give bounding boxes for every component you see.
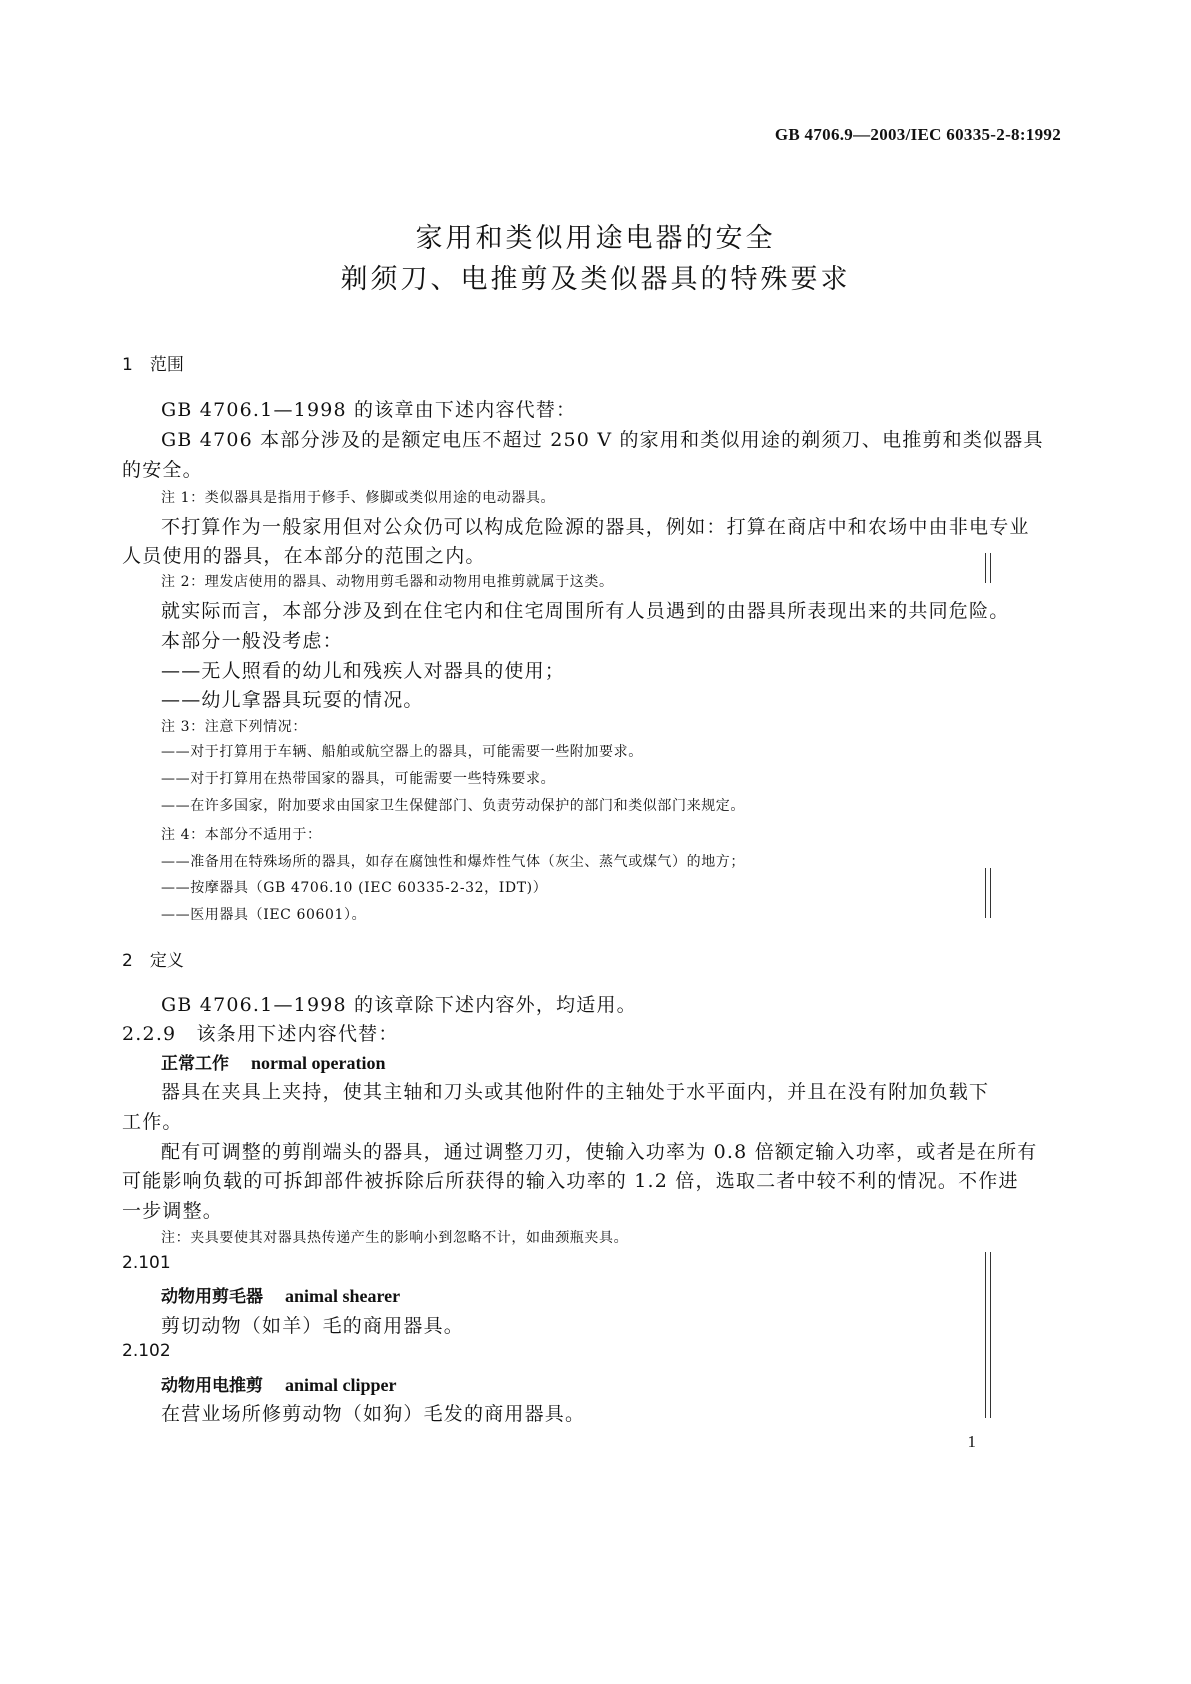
s1-paragraph-5: 本部分一般没考虑：	[161, 630, 343, 652]
s2-paragraph-3-cont: 一步调整。	[122, 1200, 224, 1222]
term-normal-operation	[161, 1049, 386, 1074]
section-1-heading: 1 范围	[122, 355, 184, 375]
s2-paragraph-3: 配有可调整的剪削端头的器具，通过调整刀刃，使输入功率为 0.8 倍额定输入功率，或者是在所有	[161, 1141, 1038, 1163]
title-line-1: 家用和类似用途电器的安全	[415, 223, 776, 254]
s1-note-1: 注 1：类似器具是指用于修手、修脚或类似用途的电动器具。	[161, 490, 556, 506]
s2-paragraph-2-cont: 工作。	[122, 1111, 183, 1133]
term-en: animal clipper	[285, 1375, 397, 1395]
s1-note-3: 注 3：注意下列情况：	[161, 719, 307, 735]
clause-2-101: 2.101	[122, 1253, 171, 1273]
s1-paragraph-3-cont: 人员使用的器具，在本部分的范围之内。	[122, 545, 486, 567]
s1-paragraph-4: 就实际而言，本部分涉及到在住宅内和住宅周围所有人员遇到的由器具所表现出来的共同危险。	[161, 600, 1010, 622]
term-en: animal shearer	[285, 1286, 401, 1306]
change-bar	[985, 868, 991, 918]
s1-note-4: 注 4：本部分不适用于：	[161, 827, 322, 843]
s2-paragraph-3-cont: 可能影响负载的可拆卸部件被拆除后所获得的输入功率的 1.2 倍，选取二者中较不利的情况。不作进	[122, 1170, 1019, 1192]
s2-note: 注：夹具要使其对器具热传递产生的影响小到忽略不计，如曲颈瓶夹具。	[161, 1230, 629, 1246]
term-en: normal operation	[251, 1053, 386, 1073]
s1-paragraph-1: GB 4706.1—1998 的该章由下述内容代替：	[161, 399, 577, 421]
section-2-heading: 2 定义	[122, 951, 184, 971]
change-bar	[985, 553, 991, 583]
title-line-2: 剃须刀、电推剪及类似器具的特殊要求	[340, 264, 851, 295]
change-bar	[985, 1252, 991, 1418]
s1-note-3-item: ——对于打算用于车辆、船舶或航空器上的器具，可能需要一些附加要求。	[161, 744, 643, 760]
term-animal-clipper	[161, 1371, 397, 1396]
term-zh: 动物用剪毛器	[161, 1287, 263, 1307]
s1-note-4-item: ——医用器具（IEC 60601）。	[161, 907, 367, 923]
s1-paragraph-2: GB 4706 本部分涉及的是额定电压不超过 250 V 的家用和类似用途的剃须刀、电推剪和类似器具	[161, 429, 1044, 451]
s1-dash-item-1: ——无人照看的幼儿和残疾人对器具的使用；	[161, 660, 566, 682]
s1-note-3-item: ——对于打算用在热带国家的器具，可能需要一些特殊要求。	[161, 771, 556, 787]
def-animal-shearer: 剪切动物（如羊）毛的商用器具。	[161, 1315, 465, 1337]
s1-note-4-item: ——准备用在特殊场所的器具，如存在腐蚀性和爆炸性气体（灰尘、蒸气或煤气）的地方；	[161, 854, 745, 870]
clause-2-102: 2.102	[122, 1341, 171, 1361]
term-animal-shearer	[161, 1282, 400, 1307]
s1-paragraph-3: 不打算作为一般家用但对公众仍可以构成危险源的器具，例如：打算在商店中和农场中由非电专业	[161, 516, 1030, 538]
s1-dash-item-2: ——幼儿拿器具玩耍的情况。	[161, 689, 424, 711]
s1-note-4-item: ——按摩器具（GB 4706.10 (IEC 60335-2-32，IDT)）	[161, 880, 548, 896]
clause-2-2-9: 2.2.9 该条用下述内容代替：	[122, 1023, 399, 1045]
s2-paragraph-2: 器具在夹具上夹持，使其主轴和刀头或其他附件的主轴处于水平面内，并且在没有附加负载下	[161, 1081, 990, 1103]
s1-paragraph-2-cont: 的安全。	[122, 459, 203, 481]
s1-note-3-item: ——在许多国家，附加要求由国家卫生保健部门、负责劳动保护的部门和类似部门来规定。	[161, 798, 745, 814]
standard-number: GB 4706.9—2003/IEC 60335-2-8:1992	[774, 125, 1061, 144]
def-animal-clipper: 在营业场所修剪动物（如狗）毛发的商用器具。	[161, 1403, 586, 1425]
page-number: 1	[967, 1432, 976, 1451]
s1-note-2: 注 2：理发店使用的器具、动物用剪毛器和动物用电推剪就属于这类。	[161, 574, 614, 590]
term-zh: 动物用电推剪	[161, 1376, 263, 1396]
term-zh: 正常工作	[161, 1054, 229, 1074]
s2-paragraph-1: GB 4706.1—1998 的该章除下述内容外，均适用。	[161, 994, 637, 1016]
